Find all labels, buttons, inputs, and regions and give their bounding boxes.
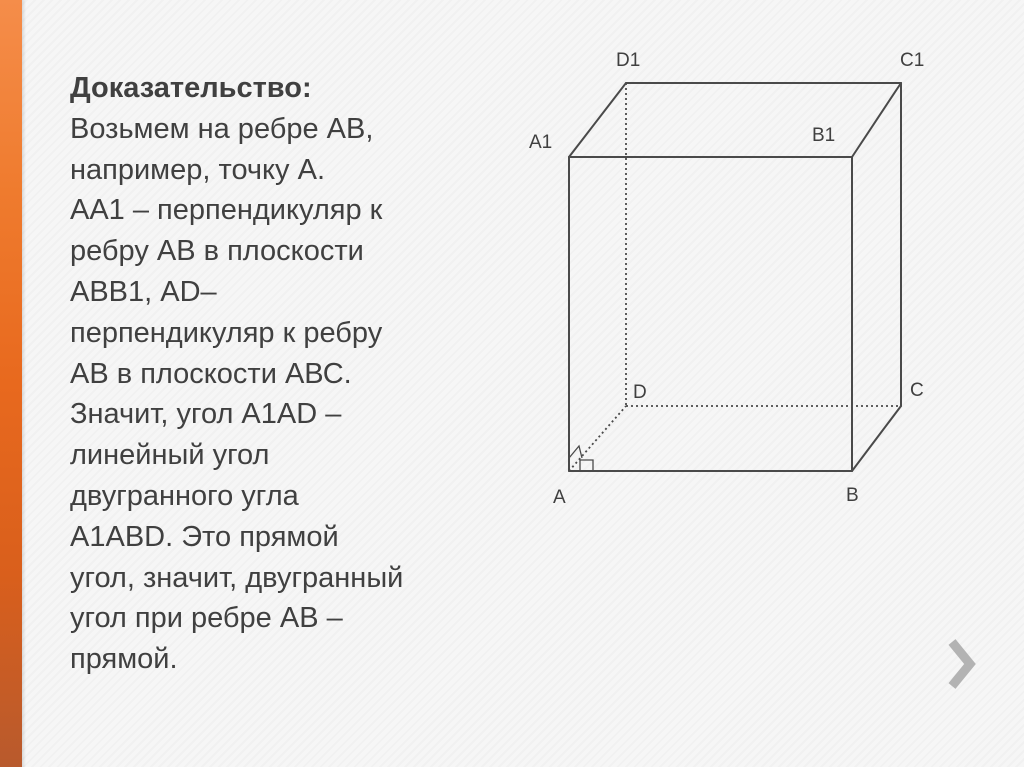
vertex-label-d1: D1 [616,50,641,71]
right-angle-mark-ad [569,446,582,458]
vertex-label-a1: A1 [529,132,553,153]
proof-line: ребру АВ в плоскости [70,235,364,268]
proof-line: A1ABD. Это прямой [70,520,339,553]
proof-line: угол, значит, двугранный [70,561,404,594]
proof-line: линейный угол [70,439,270,472]
vertex-label-c1: C1 [900,50,925,71]
edge-a1d1 [569,83,626,157]
edge-cb [852,406,901,471]
right-angle-mark-ab [580,460,593,471]
vertex-label-a: A [553,487,566,508]
proof-line: АА1 – перпендикуляр к [70,194,383,227]
proof-line: АВ в плоскости АВС. [70,357,352,390]
proof-line: Значит, угол A1AD – [70,398,342,431]
proof-line: перпендикуляр к ребру [70,316,383,349]
vertex-label-d: D [633,382,647,403]
proof-line: Возьмем на ребре АВ, [70,112,374,145]
accent-bar [0,0,22,767]
proof-line: прямой. [70,643,178,676]
vertex-label-b: B [846,485,859,506]
vertex-label-b1: B1 [812,125,836,146]
proof-line: АВВ1, AD– [70,275,217,308]
edge-c1b1 [852,83,901,157]
chevron-right-icon[interactable] [944,636,980,692]
proof-line: например, точку А. [70,153,326,186]
vertex-label-c: C [910,380,924,401]
parallelepiped-diagram [520,40,960,520]
hidden-edge-ad [569,406,626,471]
proof-text [70,68,480,680]
proof-line: угол при ребре АВ – [70,602,343,635]
proof-heading: Доказательство: [70,72,312,104]
proof-line: двугранного угла [70,479,299,512]
